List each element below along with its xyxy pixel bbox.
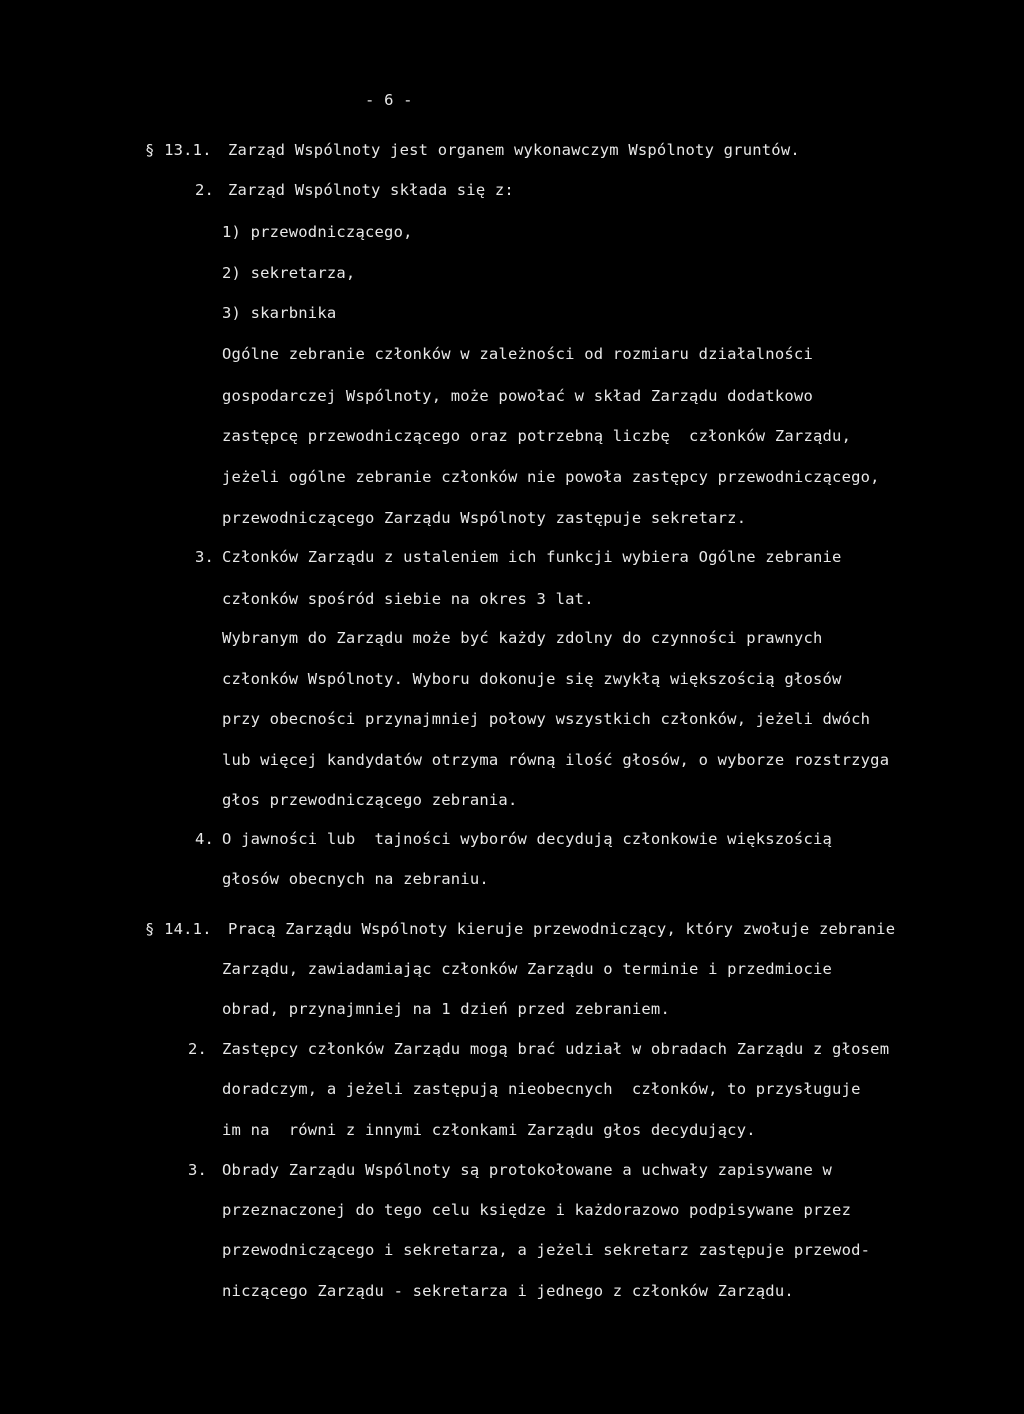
s13-p3-line: członków Wspólnoty. Wyboru dokonuje się zwykłą większością głosów xyxy=(222,670,842,688)
s14-p1-line: obrad, przynajmniej na 1 dzień przed zebraniem. xyxy=(222,1000,670,1018)
s13-p2-line: Zarząd Wspólnoty składa się z: xyxy=(228,181,514,199)
s14-p1-line: Zarządu, zawiadamiając członków Zarządu o terminie i przedmiocie xyxy=(222,960,833,978)
s13-p3-line: przy obecności przynajmniej połowy wszystkich członków, jeżeli dwóch xyxy=(222,710,871,728)
s14-p2-line: Zastępcy członków Zarządu mogą brać udział w obradach Zarządu z głosem xyxy=(222,1040,890,1058)
section-14-marker: § 14.1. xyxy=(145,920,212,938)
s13-p2-line: gospodarczej Wspólnoty, może powołać w skład Zarządu dodatkowo xyxy=(222,387,813,405)
s13-p3-line: lub więcej kandydatów otrzyma równą ilość głosów, o wyborze rozstrzyga xyxy=(222,751,890,769)
s14-p3-line: Obrady Zarządu Wspólnoty są protokołowane a uchwały zapisywane w xyxy=(222,1161,833,1179)
s14-p2-number: 2. xyxy=(188,1040,208,1058)
s14-p1-line: Pracą Zarządu Wspólnoty kieruje przewodniczący, który zwołuje zebranie xyxy=(228,920,896,938)
s13-p2-line: zastępcę przewodniczącego oraz potrzebną liczbę członków Zarządu, xyxy=(222,427,852,445)
s13-p2-line: jeżeli ogólne zebranie członków nie powoła zastępcy przewodniczącego, xyxy=(222,468,880,486)
s13-p3-number: 3. xyxy=(195,548,215,566)
s13-p3-line: Członków Zarządu z ustaleniem ich funkcji wybiera Ogólne zebranie xyxy=(222,548,842,566)
s13-p1-text: Zarząd Wspólnoty jest organem wykonawczym Wspólnoty gruntów. xyxy=(228,141,800,159)
s13-p2-line: przewodniczącego Zarządu Wspólnoty zastępuje sekretarz. xyxy=(222,509,747,527)
s13-p2-list-item: 2) sekretarza, xyxy=(222,264,356,282)
page-number: - 6 - xyxy=(365,91,413,109)
s13-p3-line: głos przewodniczącego zebrania. xyxy=(222,791,518,809)
s14-p3-line: przeznaczonej do tego celu księdze i każdorazowo podpisywane przez xyxy=(222,1201,852,1219)
s13-p4-line: głosów obecnych na zebraniu. xyxy=(222,870,489,888)
s13-p4-number: 4. xyxy=(195,830,215,848)
section-13-marker: § 13.1. xyxy=(145,141,212,159)
s13-p3-line: Wybranym do Zarządu może być każdy zdolny do czynności prawnych xyxy=(222,629,823,647)
s14-p3-number: 3. xyxy=(188,1161,208,1179)
s14-p3-line: przewodniczącego i sekretarza, a jeżeli sekretarz zastępuje przewod- xyxy=(222,1241,871,1259)
s14-p2-line: doradczym, a jeżeli zastępują nieobecnych członków, to przysługuje xyxy=(222,1080,861,1098)
s13-p2-list-item: 1) przewodniczącego, xyxy=(222,223,413,241)
s13-p3-line: członków spośród siebie na okres 3 lat. xyxy=(222,590,594,608)
s14-p3-line: niczącego Zarządu - sekretarza i jednego z członków Zarządu. xyxy=(222,1282,794,1300)
s13-p2-number: 2. xyxy=(195,181,215,199)
s13-p4-line: O jawności lub tajności wyborów decydują członkowie większością xyxy=(222,830,833,848)
s13-p2-line: Ogólne zebranie członków w zależności od rozmiaru działalności xyxy=(222,345,813,363)
s14-p2-line: im na równi z innymi członkami Zarządu głos decydujący. xyxy=(222,1121,756,1139)
s13-p2-list-item: 3) skarbnika xyxy=(222,304,337,322)
